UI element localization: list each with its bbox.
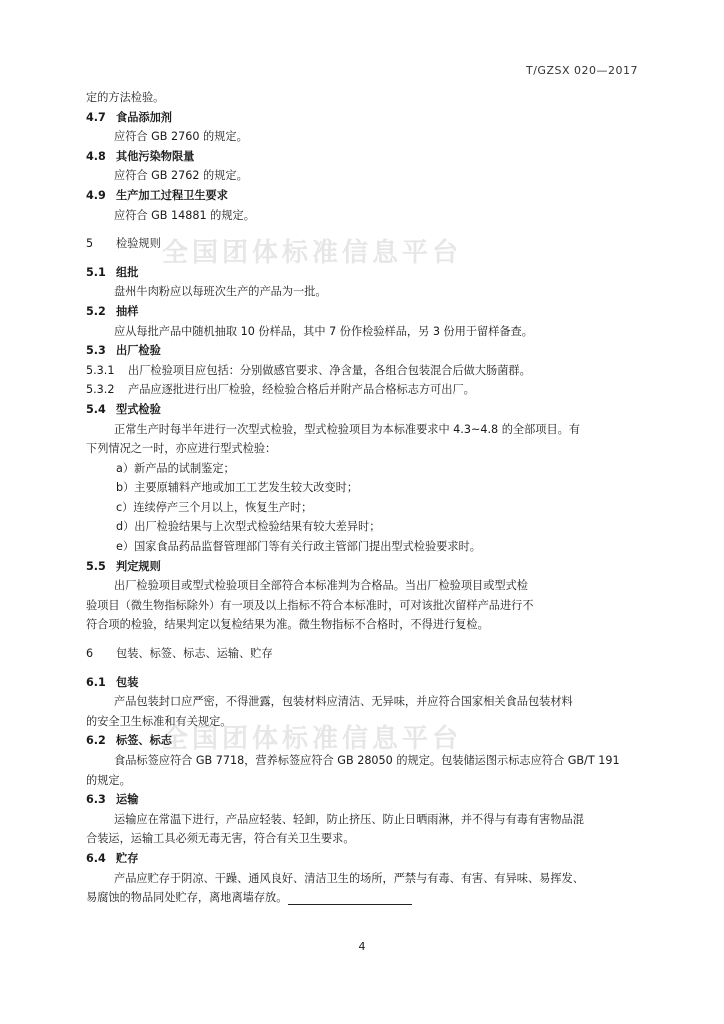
section-number: 5.3 [86,344,106,358]
section-heading-6-4 [86,849,646,869]
end-rule [288,904,412,905]
section-number: 6.2 [86,734,106,748]
paragraph-line: 的安全卫生标准和有关规定。 [86,714,232,728]
section-number: 5 [86,237,94,251]
paragraph-line: 出厂检验项目或型式检验项目全部符合本标准判为合格品。当出厂检验项目或型式检 [114,579,528,593]
paragraph-line: 定的方法检验。 [86,91,165,104]
section-title: 型式检验 [116,402,161,416]
list-item-e: e）国家食品药品监督管理部门等有关行政主管部门提出型式检验要求时。 [116,540,481,554]
section-number: 6.4 [86,851,106,865]
paragraph-line: 应符合 GB 14881 的规定。 [114,208,255,222]
list-item-d: d）出厂检验结果与上次型式检验结果有较大差异时； [116,520,381,534]
list-item-c: c）连续停产三个月以上，恢复生产时； [116,500,313,514]
section-title: 检验规则 [116,237,161,251]
paragraph-line: 应符合 GB 2762 的规定。 [114,169,248,183]
chapter-heading-5 [86,234,646,254]
clause-text: 出厂检验项目应包括：分别做感官要求、净含量，各组合包装混合后做大肠菌群。 [128,363,531,377]
section-title: 食品添加剂 [116,110,172,124]
section-number: 5.5 [86,559,106,573]
section-title: 抽样 [116,304,139,318]
paragraph-line: 符合项的检验，结果判定以复检结果为准。微生物指标不合格时，不得进行复检。 [86,618,489,632]
section-heading-5-4 [86,400,646,420]
section-title: 生产加工过程卫生要求 [116,188,228,202]
watermark-bottom: 全国团体标准信息平台 [162,724,463,754]
section-number: 6.1 [86,675,106,689]
watermark-top: 全国团体标准信息平台 [162,238,463,268]
section-number: 5.1 [86,265,106,279]
clause-number: 5.3.1 [86,363,115,377]
section-heading-4-7 [86,108,646,128]
paragraph-line: 食品标签应符合 GB 7718，营养标签应符合 GB 28050 的规定。包装储运图示标志应符合 GB/T 191 [114,754,620,767]
clause-5-3-2 [86,380,646,400]
chapter-heading-6 [86,644,646,664]
section-number: 4.8 [86,149,106,163]
section-title: 标签、标志 [116,734,172,748]
paragraph-line: 盘州牛肉粉应以每班次生产的产品为一批。 [114,285,327,299]
paragraph-line: 合装运，运输工具必须无毒无害，符合有关卫生要求。 [86,832,355,846]
paragraph-line: 产品应贮存于阴凉、干躁、通风良好、清洁卫生的场所，严禁与有毒、有害、有异味、易挥发、 [114,871,584,885]
paragraph-line: 应符合 GB 2760 的规定。 [114,130,248,144]
section-number: 4.7 [86,110,106,124]
section-heading-6-3 [86,790,646,810]
paragraph-line: 应从每批产品中随机抽取 10 份样品，其中 7 份作检验样品，另 3 份用于留样备查。 [114,324,533,338]
page-number: 4 [358,940,366,953]
paragraph-line: 易腐蚀的物品同处贮存，离地离墙存放。 [86,891,288,905]
section-title: 包装 [116,675,139,689]
section-heading-5-2 [86,302,646,322]
section-number: 4.9 [86,188,106,202]
clause-5-3-1 [86,361,646,381]
document-body [86,88,646,908]
section-heading-4-9 [86,186,646,206]
paragraph-line: 产品包装封口应严密，不得泄露，包装材料应清洁、无异味，并应符合国家相关食品包装材料 [114,695,573,709]
section-title: 运输 [116,793,139,807]
clause-number: 5.3.2 [86,383,115,397]
standard-code: T/GZSX 020—2017 [526,64,638,77]
clause-text: 产品应逐批进行出厂检验，经检验合格后并附产品合格标志方可出厂。 [128,383,475,397]
section-number: 6 [86,647,94,661]
section-title: 贮存 [116,851,139,865]
section-title: 组批 [116,265,139,279]
list-item-b: b）主要原辅料产地或加工工艺发生较大改变时； [116,481,359,495]
paragraph-line: 正常生产时每半年进行一次型式检验，型式检验项目为本标准要求中 4.3~4.8 的全部项目。有 [114,422,581,436]
section-title: 判定规则 [116,559,161,573]
paragraph-line: 下列情况之一时，亦应进行型式检验： [86,442,277,456]
section-heading-6-1 [86,673,646,693]
section-number: 6.3 [86,793,106,807]
paragraph-line: 运输应在常温下进行，产品应轻装、轻卸，防止挤压、防止日晒雨淋，并不得与有毒有害物品混 [114,812,584,826]
paragraph-line: 验项目（微生物指标除外）有一项及以上指标不符合本标准时，可对该批次留样产品进行不 [86,598,534,612]
section-number: 5.4 [86,402,106,416]
section-number: 5.2 [86,304,106,318]
section-title: 包装、标签、标志、运输、贮存 [116,647,273,661]
section-heading-5-1 [86,263,646,283]
list-item-a: a）新产品的试制鉴定； [116,461,235,475]
section-heading-4-8 [86,147,646,167]
section-title: 其他污染物限量 [116,149,195,163]
section-heading-5-5 [86,557,646,577]
section-title: 出厂检验 [116,344,161,358]
paragraph-line: 的规定。 [86,773,131,787]
section-heading-5-3 [86,341,646,361]
section-heading-6-2 [86,731,646,751]
